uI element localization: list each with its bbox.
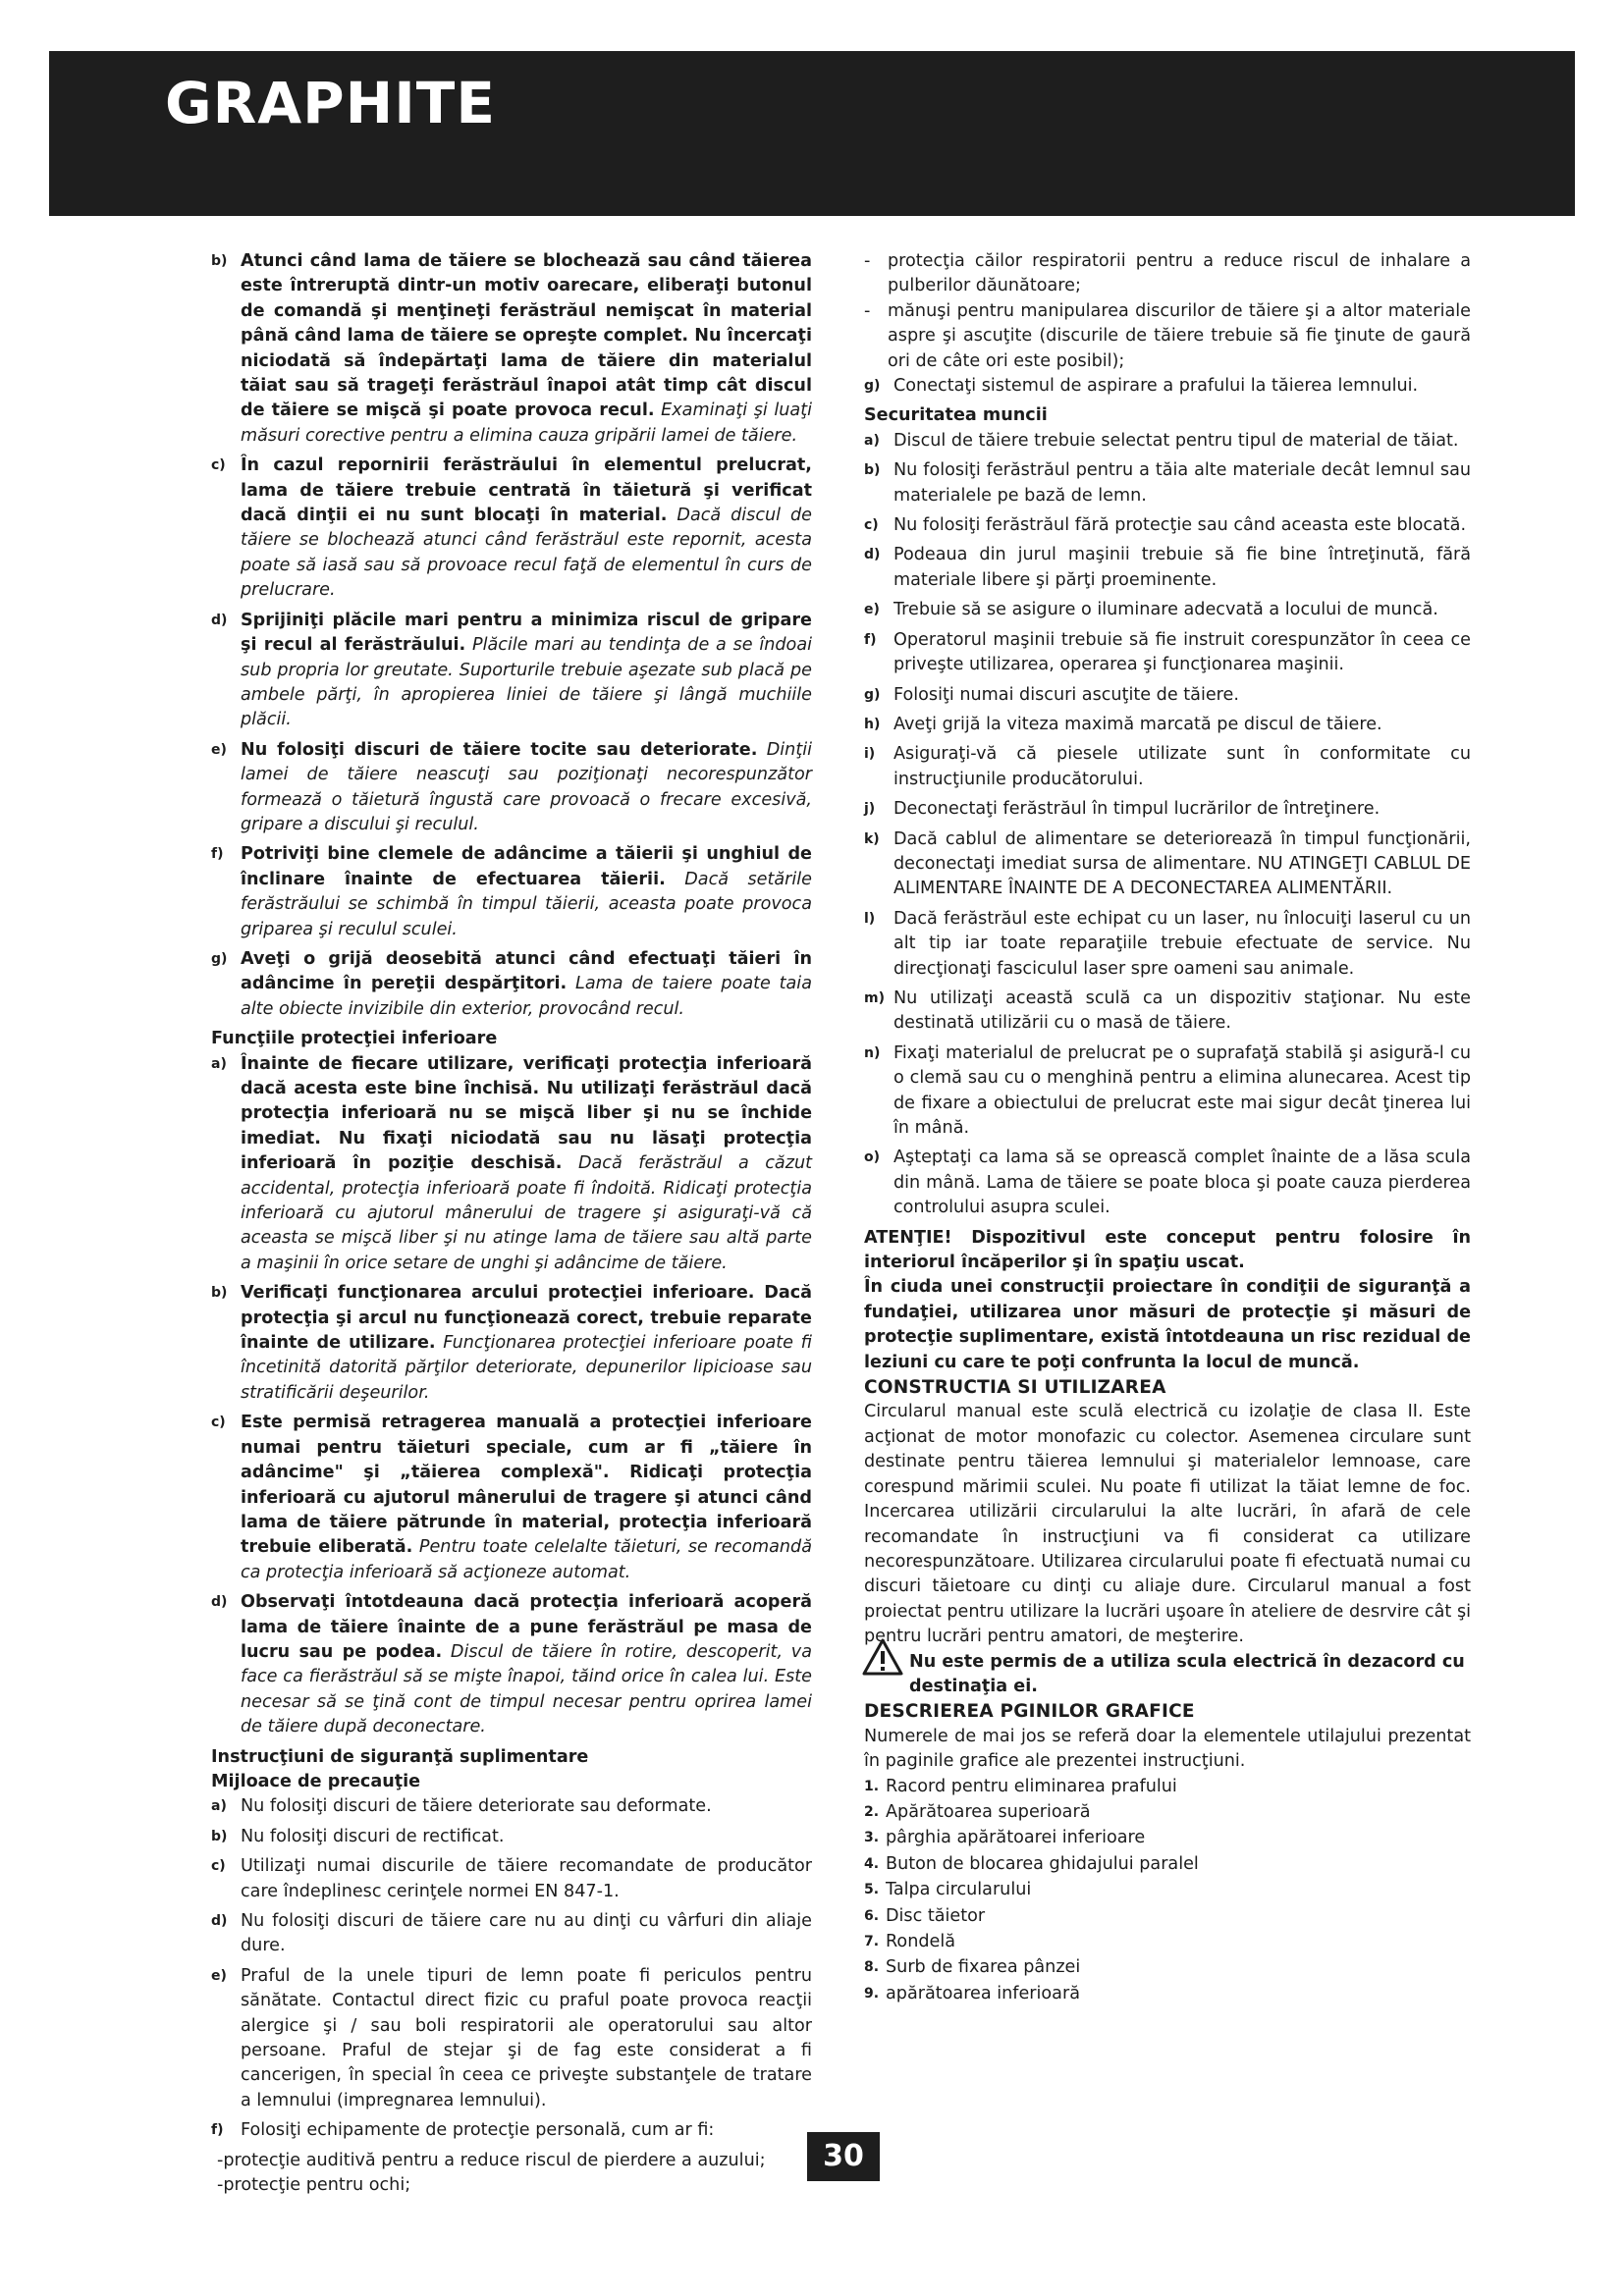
page-number: 30 [807, 2132, 880, 2181]
list-item [864, 628, 1471, 678]
list-item [211, 609, 812, 733]
item-bold-text: Aveţi o grijă deosebită atunci când efectuaţi tăieri în adâncime în pereţii despărţitori. [241, 948, 812, 994]
list-item [864, 797, 1471, 822]
part-label: Disc tăietor [886, 1905, 986, 1926]
right-column [864, 249, 1471, 2007]
part-item [864, 1930, 1471, 1954]
item-text: Folosiţi echipamente de protecţie personală, cum ar fi: [241, 2120, 715, 2141]
kickback-list [211, 249, 812, 1022]
item-letter: c) [211, 457, 226, 474]
item-text: Nu folosiţi ferăstrăul fără protecţie sau când aceasta este blocată. [893, 515, 1467, 536]
item-italic-text: Examinaţi şi luaţi măsuri corective pentru a elimina cauza gripării lamei de tăiere. [241, 400, 812, 446]
item-italic-text: Dacă discul de tăiere se blochează atunci când ferăstrăul este repornit, acesta poate să iasă sau să provoace recul faţă de elementul în curs de prelucrare. [241, 506, 812, 601]
item-letter: g) [864, 378, 881, 395]
dash-line: -protecţie auditivă pentru a reduce riscul de pierdere a auzului; [217, 2150, 766, 2170]
list-item [864, 598, 1471, 622]
item-italic-text: Funcţionarea protecţiei inferioare poate fi încetinită datorită părţilor deteriorate, depunerilor lipicioase sau stratificării deşeurilor. [241, 1333, 812, 1403]
svg-text:GRAPHITE: GRAPHITE [165, 71, 496, 130]
item-bold-text: Potriviţi bine clemele de adâncime a tăierii şi unghiul de înclinare înainte de efectuarea tăierii. [241, 844, 812, 889]
item-italic-text: Dinţii lamei de tăiere neascuţi sau poziţionaţi necorespunzător formează o tăietură îngustă care provoacă o frecare excesivă, gripare a discului şi reculul. [241, 739, 812, 834]
part-item [864, 1852, 1471, 1877]
item-italic-text: Pentru toate celelalte tăieturi, se recomandă ca protecţia inferioară să acţioneze automat. [241, 1537, 812, 1582]
item-text: Discul de tăiere trebuie selectat pentru tipul de material de tăiat. [893, 430, 1459, 451]
item-bold-text: În cazul repornirii ferăstrăului în elementul prelucrat, lama de tăiere trebuie centrată în tăietură şi verificat dacă dinţii ei nu sunt blocaţi în material. [241, 455, 812, 526]
heading-work-safety: Securitatea muncii [864, 405, 1048, 426]
part-item [864, 1982, 1471, 2006]
item-text: Dacă ferăstrăul este echipat cu un laser, nu înlocuiţi laserul cu un alt tip iar toate reparaţiile trebuie efectuate de service. Nu direcţionaţi fasciculul laser spre oameni sau animale. [893, 908, 1471, 979]
list-item [211, 1590, 812, 1739]
item-bold-text: Este permisă retragerea manuală a protecţiei inferioare numai pentru tăieturi speciale, cum ar fi „tăiere în adâncime" şi „tăierea complexă". Ridicaţi protecţia inferioară cu ajutorul mânerului de tragere şi atunci când lama de tăiere pătrunde în material, protecţia inferioară trebuie eliberată. [241, 1413, 812, 1558]
left-column [211, 249, 812, 2198]
item-text: Aşteptaţi ca lama să se oprească complet înainte de a lăsa scula din mână. Lama de tăiere se poate bloca şi poate cauza pierderea controlului asupra sculei. [893, 1148, 1471, 1218]
part-number: 1. [864, 1778, 880, 1794]
item-letter: c) [211, 1415, 226, 1431]
list-item [211, 738, 812, 838]
item-letter: a) [211, 1798, 227, 1815]
heading-extra-safety: Instrucţiuni de siguranţă suplimentare [211, 1746, 589, 1767]
item-text: Asiguraţi-vă că piesele utilizate sunt în conformitate cu instrucţiunile producătorului. [893, 744, 1471, 789]
graphite-logo [165, 71, 577, 130]
item-italic-text: Plăcile mari au tendinţa de a se îndoai sub propria lor greutate. Suporturile trebuie aşezate sub placă pe ambele părţi, în apropierea liniei de tăiere şi lângă muchiile plăcii. [241, 635, 812, 730]
item-text: Nu folosiţi ferăstrăul pentru a tăia alte materiale decât lemnul sau materialele pe bază de lemn. [893, 460, 1471, 506]
item-text: Conectaţi sistemul de aspirare a prafului la tăierea lemnului. [893, 376, 1419, 397]
item-letter: d) [211, 1913, 228, 1929]
part-number: 5. [864, 1882, 880, 1898]
heading-lower-guard: Funcţiile protecţiei inferioare [211, 1029, 498, 1049]
warning-text: Nu este permis de a utiliza scula electrică în dezacord cu destinaţia ei. [909, 1651, 1465, 1696]
part-label: pârghia apărătoarei inferioare [886, 1828, 1146, 1848]
part-item [864, 1826, 1471, 1850]
item-text: Deconectaţi ferăstrăul în timpul lucrărilor de întreţinere. [893, 799, 1380, 820]
item-letter: e) [211, 1967, 227, 1984]
item-text: Nu folosiţi discuri de tăiere deteriorate sau deformate. [241, 1796, 712, 1817]
list-item [211, 1909, 812, 1959]
list-item [864, 513, 1471, 538]
item-italic-text: Dacă ferăstrăul a căzut accidental, protecţia inferioară poate fi îndoită. Ridicaţi protecţia inferioară cu ajutorul mânerului de tragere şi asiguraţi-vă că aceasta se mişcă liber şi nu atinge lama de tăiere sau altă parte a maşinii în orice setare de unghi şi adâncime de tăiere. [241, 1153, 812, 1273]
graphic-intro: Numerele de mai jos se referă doar la elementele utilajului prezentat în paginile grafice ale prezentei instrucţiuni. [864, 1726, 1471, 1772]
dash-mark: - [864, 251, 871, 271]
protection-dash-list-cont [864, 249, 1471, 374]
item-letter: c) [864, 517, 879, 534]
item-letter: j) [864, 801, 876, 818]
item-letter: d) [211, 612, 228, 628]
item-letter: o) [864, 1149, 881, 1166]
item-bold-text: Verificaţi funcţionarea arcului protecţiei inferioare. Dacă protecţia şi arcul nu funcţionează corect, trebuie reparate înainte de utilizare. [241, 1283, 812, 1354]
heading-precautions: Mijloace de precauţie [211, 1771, 421, 1791]
item-letter: h) [864, 716, 881, 732]
item-letter: k) [864, 830, 880, 847]
parts-list [864, 1775, 1471, 2007]
item-letter: a) [864, 432, 880, 449]
part-number: 9. [864, 1985, 880, 2002]
warning-triangle-icon [862, 1638, 903, 1676]
item-italic-text: Dacă setările ferăstrăului se schimbă în timpul tăierii, aceasta poate provoca griparea şi reculul sculei. [241, 869, 812, 939]
item-letter: m) [864, 989, 885, 1006]
part-item [864, 1775, 1471, 1799]
warning-note [864, 1650, 1471, 1700]
list-item [211, 454, 812, 603]
section-construction: CONSTRUCTIA SI UTILIZAREA [864, 1377, 1166, 1399]
item-bold-text: Sprijiniţi plăcile mari pentru a minimiza riscul de gripare şi recul al ferăstrăului. [241, 610, 812, 656]
list-item [864, 1146, 1471, 1220]
dash-item [864, 299, 1471, 374]
item-letter: n) [864, 1044, 881, 1061]
list-item [211, 947, 812, 1022]
list-item [211, 1964, 812, 2113]
list-item [864, 713, 1471, 737]
part-number: 8. [864, 1959, 880, 1976]
lower-guard-list [211, 1052, 812, 1740]
list-item [864, 374, 1471, 399]
item-text: Aveţi grijă la viteza maximă marcată pe discul de tăiere. [893, 714, 1382, 734]
residual-risk-note: În ciuda unei construcţii proiectare în condiţii de siguranţă a fundaţiei, utilizarea unor măsuri de protecţie şi măsuri de protecţie suplimentare, există întotdeauna un risc rezidual de leziuni cu care te poţi confrunta la locul de muncă. [864, 1277, 1471, 1372]
item-letter: c) [211, 1858, 226, 1875]
item-letter: a) [211, 1055, 227, 1072]
item-text: Dacă cablul de alimentare se deteriorează în timpul funcţionării, deconectaţi imediat sursa de alimentare. NU ATINGEŢI CABLUL DE ALIMENTARE ÎNAINTE DE A DECONECTAREA ALIMENTĂRII. [893, 828, 1471, 899]
item-italic-text: Lama de taiere poate taia alte obiecte invizibile din exterior, provocând recul. [241, 974, 812, 1019]
item-bold-text: Nu folosiţi discuri de tăiere tocite sau deteriorate. [241, 739, 758, 760]
item-text: Nu folosiţi discuri de tăiere care nu au dinţi cu vârfuri din aliaje dure. [241, 1911, 812, 1956]
part-label: Talpa circularului [886, 1880, 1032, 1900]
part-label: Rondelă [886, 1932, 956, 1951]
attention-note: ATENŢIE! Dispozitivul este conceput pentru folosire în interiorul încăperilor şi în spaţiu uscat. [864, 1227, 1471, 1273]
item-italic-text: Discul de tăiere în rotire, descoperit, va face ca fierăstrăul să se mişte înapoi, tăind orice în calea lui. Este necesar să se ţină cont de timpul necesar pentru oprirea lamei de tăiere după deconectare. [241, 1641, 812, 1737]
precautions-list [211, 1794, 812, 2143]
list-item [864, 683, 1471, 708]
part-number: 6. [864, 1907, 880, 1924]
item-letter: f) [211, 2122, 224, 2139]
list-item [211, 249, 812, 449]
item-letter: i) [864, 746, 876, 763]
item-letter: b) [864, 462, 881, 479]
list-item [864, 429, 1471, 454]
item-letter: e) [211, 741, 227, 758]
item-letter: g) [211, 950, 228, 967]
part-number: 2. [864, 1803, 880, 1820]
item-text: Operatorul maşinii trebuie să fie instruit corespunzător în ceea ce priveşte utilizarea, operarea şi funcţionarea maşinii. [893, 629, 1471, 675]
list-item [211, 1794, 812, 1819]
item-letter: d) [211, 1594, 228, 1611]
part-item [864, 1878, 1471, 1902]
part-number: 4. [864, 1855, 880, 1872]
item-text: Folosiţi numai discuri ascuţite de tăiere. [893, 684, 1239, 705]
list-item [864, 458, 1471, 508]
list-item [864, 987, 1471, 1037]
list-item [864, 543, 1471, 593]
item-text: Trebuie să se asigure o iluminare adecvată a locului de muncă. [893, 600, 1438, 620]
construction-text: Circularul manual este sculă electrică cu izolaţie de clasa II. Este acţionat de motor monofazic cu colector. Asemenea circulare sunt destinate pentru tăierea lemnului şi materialelor lemnoase, care corespund mărimii sculei. Nu poate fi utilizat la tăiat lemne de foc. Incercarea utilizării circularului la alte lucrări, în afară de cele recomandate în instrucţiuni va fi considerat ca utilizare necorespunzătoare. Utilizarea circularului poate fi efectuată numai cu discuri tăietoare cu dinţi cu aliaje dure. Circularul manual a fost proiectat pentru utilizare la lucrări uşoare în ateliere de desrvire cât şi pentru lucrări pentru amatori, de meşterire. [864, 1402, 1471, 1647]
part-label: Buton de blocarea ghidajului paralel [886, 1853, 1199, 1874]
item-letter: e) [864, 602, 880, 618]
item-letter: d) [864, 547, 881, 563]
list-item [211, 1281, 812, 1406]
part-label: Surb de fixarea pânzei [886, 1957, 1081, 1978]
part-item [864, 1904, 1471, 1929]
list-item [211, 2118, 812, 2143]
dash-text: protecţia căilor respiratorii pentru a reduce riscul de inhalare a pulberilor dăunătoare; [888, 251, 1471, 296]
item-text: Utilizaţi numai discurile de tăiere recomandate de producător care îndeplinesc cerinţele normei EN 847-1. [241, 1856, 812, 1901]
list-item [864, 1041, 1471, 1142]
list-item [211, 842, 812, 942]
item-letter: f) [864, 631, 877, 648]
list-item [211, 1411, 812, 1585]
part-number: 3. [864, 1830, 880, 1846]
part-label: Racord pentru eliminarea prafului [886, 1776, 1177, 1796]
item-text: Praful de la unele tipuri de lemn poate fi periculos pentru sănătate. Contactul direct fizic cu praful poate provoca reacţii alergice şi / sau boli respiratorii ale operatorului sau altor persoane. Praful de stejar şi de fag este considerat a fi cancerigen, în special în ceea ce priveşte substanţele de tratare a lemnului (impregnarea lemnului). [241, 1965, 812, 2110]
list-item [864, 828, 1471, 902]
list-item [211, 1052, 812, 1277]
item-letter: f) [211, 846, 224, 863]
item-bold-text: Înainte de fiecare utilizare, verificaţi protecţia inferioară dacă acesta este bine închisă. Nu utilizaţi ferăstrăul dacă protecţia inferioară nu se mişcă liber şi nu se închide imediat. Nu fixaţi niciodată sau nu lăsaţi protecţia inferioară în poziţie deschisă. [241, 1053, 812, 1174]
item-text: Nu folosiţi discuri de rectificat. [241, 1826, 505, 1846]
item-bold-text: Observaţi întotdeauna dacă protecţia inferioară acoperă lama de tăiere înainte de a pune ferăstrăul pe masa de lucru sau pe podea. [241, 1592, 812, 1662]
item-text: Nu utilizaţi această sculă ca un dispozitiv staţionar. Nu este destinată utilizării cu o masă de tăiere. [893, 988, 1471, 1034]
protection-dash-list [211, 2149, 812, 2199]
list-item [211, 1825, 812, 1849]
dash-mark: - [864, 300, 871, 321]
part-number: 7. [864, 1934, 880, 1949]
list-item [211, 1854, 812, 1904]
list-item [864, 742, 1471, 792]
item-letter: b) [211, 253, 228, 269]
part-item [864, 1800, 1471, 1825]
dash-text: mănuşi pentru manipularea discurilor de tăiere şi a altor materiale aspre şi ascuţite (discurile de tăiere trebuie să fie ţinute de gaură ori de câte ori este posibil); [888, 300, 1471, 371]
work-safety-list [864, 429, 1471, 1221]
item-text: Podeaua din jurul maşinii trebuie să fie bine întreţinută, fără materiale libere şi părţi proeminente. [893, 545, 1471, 590]
section-graphic-pages: DESCRIEREA PGINILOR GRAFICE [864, 1701, 1195, 1723]
item-letter: g) [864, 686, 881, 703]
item-text: Fixaţi materialul de prelucrat pe o suprafaţă stabilă şi asigură-l cu o clemă sau cu o menghină pentru a elimina alunecarea. Acest tip de fixare a obiectului de prelucrat este mai sigur decât ţinerea lui în mână. [893, 1042, 1471, 1138]
item-bold-text: Atunci când lama de tăiere se blochează sau când tăierea este întreruptă dintr-un motiv oarecare, eliberaţi butonul de comandă şi menţineţi ferăstrăul nemişcat în material până când lama de tăiere se opreşte complet. Nu încercaţi niciodată să îndepărtaţi lama de tăiere din materialul tăiat sau să trageţi ferăstrăul înapoi atât timp cât discul de tăiere se mişcă şi poate provoca recul. [241, 251, 812, 421]
part-item [864, 1955, 1471, 1980]
item-letter: l) [864, 910, 876, 927]
dash-item [864, 249, 1471, 299]
dash-line: -protecţie pentru ochi; [217, 2175, 411, 2196]
list-item [864, 907, 1471, 982]
item-letter: b) [211, 1828, 228, 1844]
part-label: apărătoarea inferioară [886, 1983, 1080, 2003]
part-label: Apărătoarea superioară [886, 1801, 1091, 1822]
item-letter: b) [211, 1285, 228, 1302]
